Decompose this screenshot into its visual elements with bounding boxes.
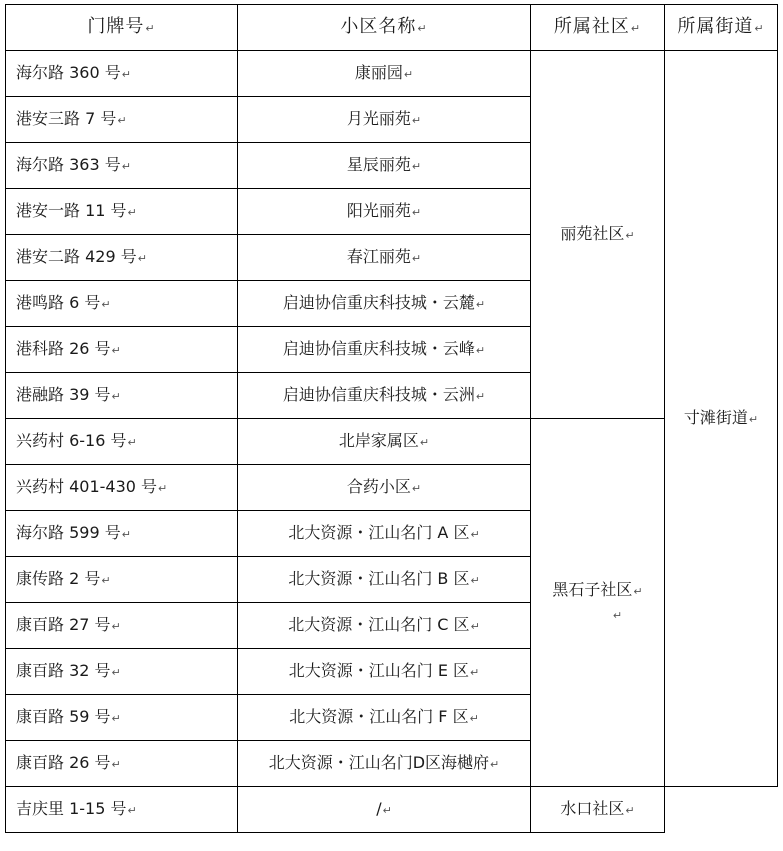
table-row [6,51,778,97]
table-row [6,787,778,833]
community-name-cell: 启迪协信重庆科技城・云洲↵ [238,373,531,419]
address-cell: 康传路 2 号↵ [6,557,238,603]
community-name-cell: 北岸家属区↵ [238,419,531,465]
table-row [6,419,778,465]
community-name-cell: 启迪协信重庆科技城・云峰↵ [238,327,531,373]
street-cell: 寸滩街道↵ [665,51,778,787]
address-cell: 港融路 39 号↵ [6,373,238,419]
community-name-cell: 北大资源・江山名门 F 区↵ [238,695,531,741]
address-cell: 港安二路 429 号↵ [6,235,238,281]
community-cell-liyuan: 丽苑社区↵ [531,51,665,419]
community-name-cell: 合药小区↵ [238,465,531,511]
address-cell: 海尔路 599 号↵ [6,511,238,557]
community-name-cell: 北大资源・江山名门 B 区↵ [238,557,531,603]
header-row [6,5,778,51]
header-address: 门牌号↵ [6,5,238,51]
community-cell-heishizi: 黑石子社区↵ ↵ [531,419,665,787]
community-name-cell: /↵ [238,787,531,833]
address-cell: 兴药村 6-16 号↵ [6,419,238,465]
address-cell: 海尔路 360 号↵ [6,51,238,97]
community-name-cell: 月光丽苑↵ [238,97,531,143]
address-cell: 兴药村 401-430 号↵ [6,465,238,511]
community-name-cell: 康丽园↵ [238,51,531,97]
header-street: 所属街道↵ [665,5,778,51]
header-community: 所属社区↵ [531,5,665,51]
address-cell: 康百路 27 号↵ [6,603,238,649]
community-name-cell: 春江丽苑↵ [238,235,531,281]
community-cell-shuikou: 水口社区↵ [531,787,665,833]
address-cell: 港科路 26 号↵ [6,327,238,373]
community-name-cell: 北大资源・江山名门 A 区↵ [238,511,531,557]
address-cell: 海尔路 363 号↵ [6,143,238,189]
community-name-cell: 北大资源・江山名门 C 区↵ [238,603,531,649]
address-cell: 吉庆里 1-15 号↵ [6,787,238,833]
address-cell: 港安一路 11 号↵ [6,189,238,235]
address-cell: 康百路 59 号↵ [6,695,238,741]
header-community-name: 小区名称↵ [238,5,531,51]
community-name-cell: 启迪协信重庆科技城・云麓↵ [238,281,531,327]
address-cell: 港安三路 7 号↵ [6,97,238,143]
address-cell: 康百路 32 号↵ [6,649,238,695]
community-name-cell: 北大资源・江山名门D区海樾府↵ [238,741,531,787]
address-cell: 康百路 26 号↵ [6,741,238,787]
address-table [5,4,778,833]
community-name-cell: 星辰丽苑↵ [238,143,531,189]
community-name-cell: 北大资源・江山名门 E 区↵ [238,649,531,695]
community-name-cell: 阳光丽苑↵ [238,189,531,235]
address-cell: 港鸣路 6 号↵ [6,281,238,327]
